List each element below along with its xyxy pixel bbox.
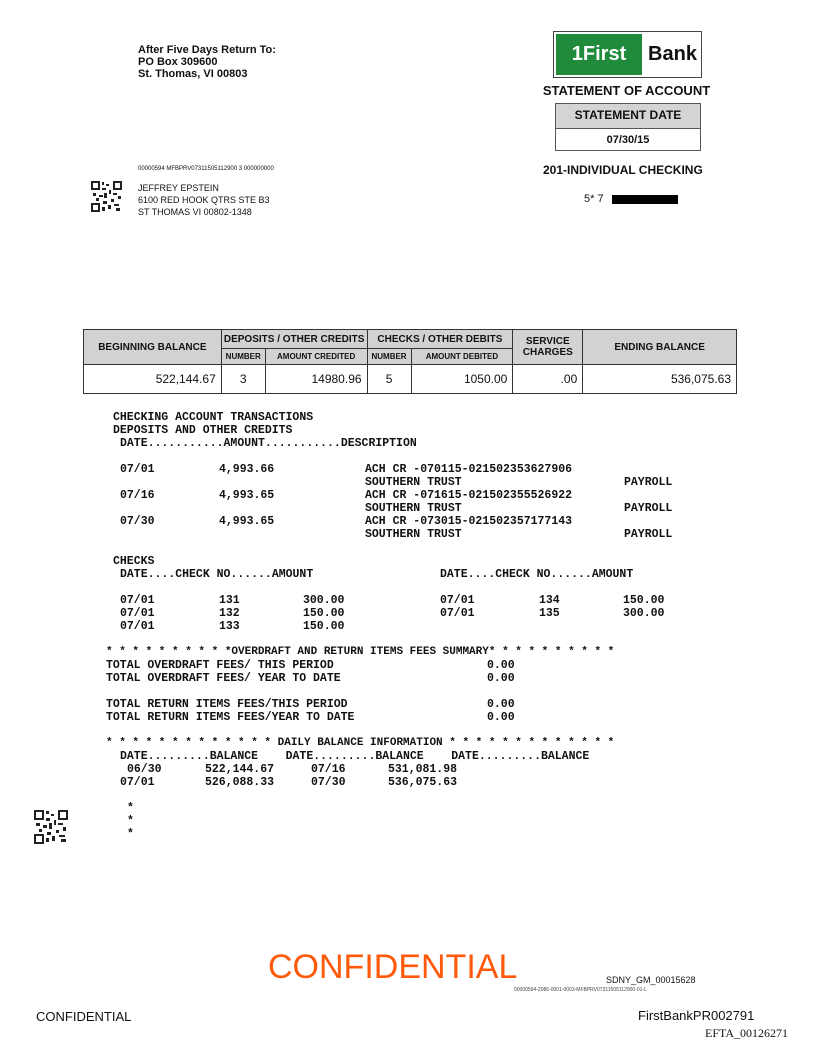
check-date: 07/01 <box>120 607 155 620</box>
deposit-description: ACH CR -070115-021502353627906 <box>365 463 573 476</box>
amount-credited-value: 14980.96 <box>265 365 367 394</box>
deposit-type: PAYROLL <box>624 502 673 515</box>
fees-summary-title: * * * * * * * * * *OVERDRAFT AND RETURN ITEMS FEES SUMMARY* * * * * * * * * * <box>106 646 615 658</box>
balance-date: 06/30 <box>127 763 162 776</box>
return-address-line: After Five Days Return To: <box>138 44 276 56</box>
balance-amount: 536,075.63 <box>388 776 458 789</box>
balance-amount: 531,081.98 <box>388 763 458 776</box>
check-number: 133 <box>219 620 240 633</box>
routing-code: 00000594 MFBPRV07311505112900 3 000000000 <box>138 166 274 172</box>
deposit-amount: 4,993.65 <box>219 489 275 502</box>
customer-city: ST THOMAS VI 00802-1348 <box>138 207 252 217</box>
balance-date: 07/16 <box>311 763 346 776</box>
barcode-icon <box>91 181 122 212</box>
end-star: * <box>127 802 134 815</box>
mailing-address <box>138 182 270 218</box>
deposit-date: 07/30 <box>120 515 155 528</box>
logo-first: 1First <box>556 34 642 75</box>
amount-debited-value: 1050.00 <box>411 365 513 394</box>
header-check-number: NUMBER <box>367 349 411 365</box>
deposit-type: PAYROLL <box>624 528 673 541</box>
balance-date: 07/01 <box>120 776 155 789</box>
document-code: 00000594-2086-0001-0003-MFBPRV07311505112900-01-L <box>514 987 647 993</box>
fee-label: TOTAL RETURN ITEMS FEES/YEAR TO DATE <box>106 711 355 724</box>
check-amount: 150.00 <box>623 594 665 607</box>
deposit-date: 07/16 <box>120 489 155 502</box>
check-date: 07/01 <box>440 607 475 620</box>
account-summary-table <box>83 329 737 394</box>
header-amount-credited: AMOUNT CREDITED <box>265 349 367 365</box>
fee-label: TOTAL RETURN ITEMS FEES/THIS PERIOD <box>106 698 348 711</box>
header-deposits: DEPOSITS / OTHER CREDITS <box>221 330 367 349</box>
fee-value: 0.00 <box>487 659 515 672</box>
deposit-payer: SOUTHERN TRUST <box>365 476 462 489</box>
return-address-line: St. Thomas, VI 00803 <box>138 68 248 80</box>
deposit-description: ACH CR -073015-021502357177143 <box>365 515 573 528</box>
statement-date-value: 07/30/15 <box>606 134 650 146</box>
service-charges-value: .00 <box>513 365 583 394</box>
bank-logo <box>553 31 702 78</box>
end-star: * <box>127 815 134 828</box>
balance-date: 07/30 <box>311 776 346 789</box>
return-address <box>138 44 276 80</box>
deposit-payer: SOUTHERN TRUST <box>365 528 462 541</box>
fee-value: 0.00 <box>487 672 515 685</box>
header-amount-debited: AMOUNT DEBITED <box>411 349 513 365</box>
deposit-type: PAYROLL <box>624 476 673 489</box>
fee-value: 0.00 <box>487 698 515 711</box>
fee-value: 0.00 <box>487 711 515 724</box>
daily-balance-header: DATE.........BALANCE DATE.........BALANCE DATE.........BALANCE <box>120 750 590 763</box>
header-ending-balance: ENDING BALANCE <box>583 330 737 365</box>
checks-header-right: DATE....CHECK NO......AMOUNT <box>440 568 634 581</box>
statement-date-box <box>555 103 701 151</box>
balance-amount: 526,088.33 <box>205 776 275 789</box>
checks-header-left: DATE....CHECK NO......AMOUNT <box>120 568 314 581</box>
deposits-title: DEPOSITS AND OTHER CREDITS <box>113 424 293 437</box>
end-star: * <box>127 828 134 841</box>
account-number: 5* 7 <box>584 193 604 205</box>
check-amount: 150.00 <box>303 620 345 633</box>
check-number: 131 <box>219 594 240 607</box>
header-checks: CHECKS / OTHER DEBITS <box>367 330 513 349</box>
bank-document-id: FirstBankPR002791 <box>638 1008 755 1023</box>
statement-date-label: STATEMENT DATE <box>556 104 700 129</box>
header-beginning-balance: BEGINNING BALANCE <box>84 330 222 365</box>
fee-label: TOTAL OVERDRAFT FEES/ YEAR TO DATE <box>106 672 341 685</box>
ending-balance-value: 536,075.63 <box>583 365 737 394</box>
check-number: 134 <box>539 594 560 607</box>
header-deposit-number: NUMBER <box>221 349 265 365</box>
check-date: 07/01 <box>440 594 475 607</box>
check-amount: 300.00 <box>303 594 345 607</box>
efta-id: EFTA_00126271 <box>705 1026 789 1040</box>
check-date: 07/01 <box>120 594 155 607</box>
fee-label: TOTAL OVERDRAFT FEES/ THIS PERIOD <box>106 659 334 672</box>
deposit-payer: SOUTHERN TRUST <box>365 502 462 515</box>
daily-balance-title: * * * * * * * * * * * * * DAILY BALANCE INFORMATION * * * * * * * * * * * * * <box>106 737 615 749</box>
confidential-label: CONFIDENTIAL <box>36 1009 132 1024</box>
transactions-section-title: CHECKING ACCOUNT TRANSACTIONS <box>113 411 314 424</box>
summary-values-row <box>84 365 737 394</box>
deposit-description: ACH CR -071615-021502355526922 <box>365 489 573 502</box>
statement-title: STATEMENT OF ACCOUNT <box>542 83 711 98</box>
logo-bank: Bank <box>648 43 697 65</box>
customer-street: 6100 RED HOOK QTRS STE B3 <box>138 195 270 205</box>
customer-name: JEFFREY EPSTEIN <box>138 183 219 193</box>
return-address-line: PO Box 309600 <box>138 56 218 68</box>
deposit-amount: 4,993.65 <box>219 515 275 528</box>
deposits-header: DATE...........AMOUNT...........DESCRIPTION <box>120 437 417 450</box>
beginning-balance-value: 522,144.67 <box>84 365 222 394</box>
account-type: 201-INDIVIDUAL CHECKING <box>543 163 703 177</box>
check-amount: 300.00 <box>623 607 665 620</box>
balance-amount: 522,144.67 <box>205 763 275 776</box>
header-service-charges: SERVICE CHARGES <box>513 330 583 365</box>
check-number: 132 <box>219 607 240 620</box>
deposit-date: 07/01 <box>120 463 155 476</box>
redaction-bar <box>612 195 678 204</box>
deposit-amount: 4,993.66 <box>219 463 275 476</box>
check-amount: 150.00 <box>303 607 345 620</box>
barcode-icon <box>34 810 68 844</box>
check-number: 135 <box>539 607 560 620</box>
deposit-count-value: 3 <box>221 365 265 394</box>
sdny-bates-id: SDNY_GM_00015628 <box>606 975 696 985</box>
confidential-stamp: CONFIDENTIAL <box>268 948 518 986</box>
checks-title: CHECKS <box>113 555 155 568</box>
check-count-value: 5 <box>367 365 411 394</box>
check-date: 07/01 <box>120 620 155 633</box>
